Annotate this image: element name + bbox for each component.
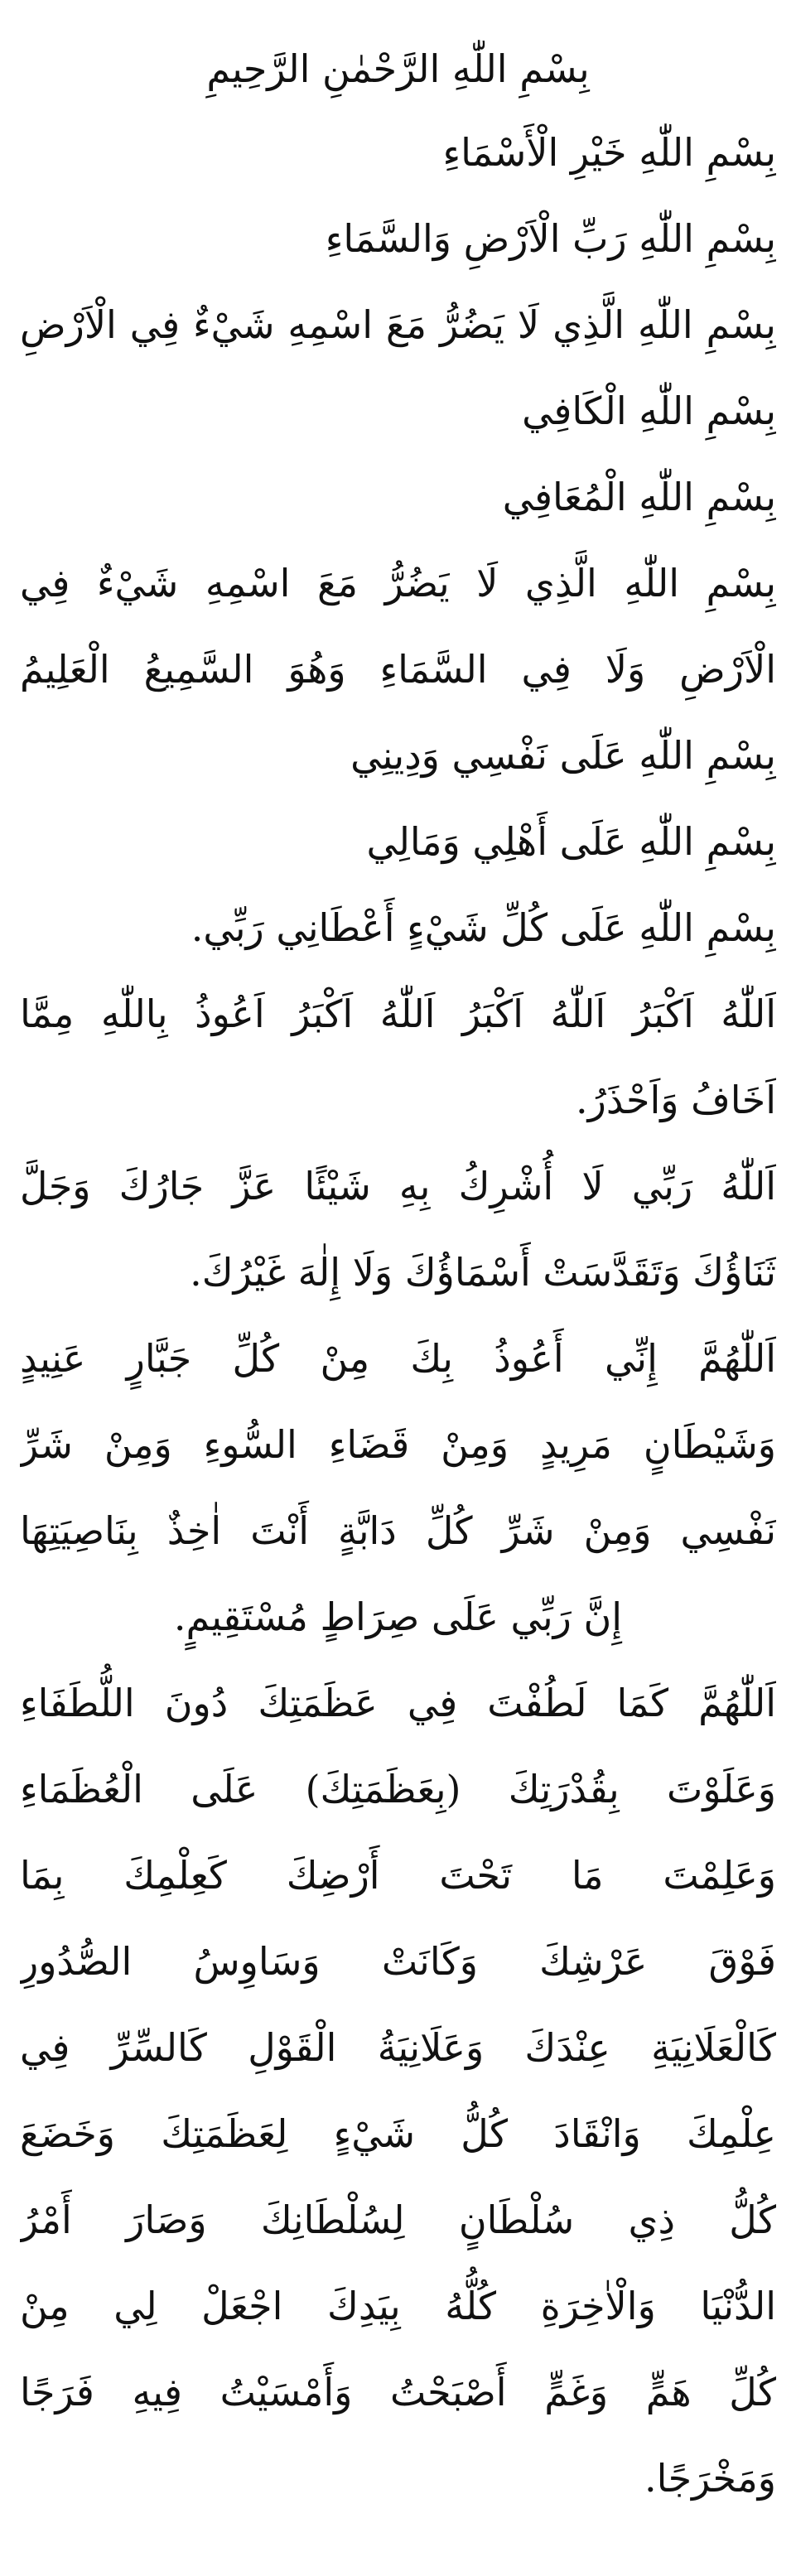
text-line: بِسْمِ اللّٰهِ عَلَى كُلِّ شَيْءٍ أَعْطَانِي رَبِّي. — [191, 905, 776, 950]
text-line: اَللّٰهُ اَكْبَرُ اَللّٰهُ اَكْبَرُ اَللّٰهُ اَكْبَرُ اَعُوذُ بِاللّٰهِ مِمَّا — [20, 991, 776, 1036]
text-line: وَمَخْرَجًا. — [644, 2456, 776, 2501]
text-line: وَعَلِمْتَ مَا تَحْتَ أَرْضِكَ كَعِلْمِكَ بِمَا — [20, 1853, 776, 1898]
text-line: كَالْعَلَانِيَةِ عِنْدَكَ وَعَلَانِيَةُ الْقَوْلِ كَالسِّرِّ فِي — [20, 2025, 776, 2070]
text-line: اَللّٰهُمَّ كَمَا لَطُفْتَ فِي عَظَمَتِكَ دُونَ اللُّطَفَاءِ — [20, 1681, 776, 1725]
text-line: اَللّٰهُ رَبِّي لَا أُشْرِكُ بِهِ شَيْئًا عَزَّ جَارُكَ وَجَلَّ — [20, 1164, 776, 1208]
text-line: الْاَرْضِ وَلَا فِي السَّمَاءِ وَهُوَ السَّمِيعُ الْعَلِيمُ — [20, 647, 776, 692]
text-line: بِسْمِ اللّٰهِ الَّذِي لَا يَضُرُّ مَعَ اسْمِهِ شَيْءٌ فِي الْاَرْضِ — [20, 302, 776, 347]
text-line: الدُّنْيَا وَالْاٰخِرَةِ كُلُّهُ بِيَدِكَ اجْعَلْ لِي مِنْ — [20, 2284, 776, 2328]
text-line: بِسْمِ اللّٰهِ رَبِّ الْاَرْضِ وَالسَّمَاءِ — [325, 216, 776, 261]
text-line: بِسْمِ اللّٰهِ الَّذِي لَا يَضُرُّ مَعَ اسْمِهِ شَيْءٌ فِي — [20, 561, 776, 605]
text-line: بِسْمِ اللّٰهِ عَلَى أَهْلِي وَمَالِي — [366, 819, 776, 864]
text-line: عِلْمِكَ وَانْقَادَ كُلُّ شَيْءٍ لِعَظَمَتِكَ وَخَضَعَ — [20, 2111, 776, 2156]
basmala-title: بِسْمِ اللّٰهِ الرَّحْمٰنِ الرَّحِيمِ — [206, 46, 590, 91]
text-line: بِسْمِ اللّٰهِ عَلَى نَفْسِي وَدِينِي — [350, 733, 776, 778]
text-line: نَفْسِي وَمِنْ شَرِّ كُلِّ دَابَّةٍ أَنْتَ اٰخِذٌ بِنَاصِيَتِهَا — [20, 1508, 776, 1553]
text-line: إِنَّ رَبِّي عَلَى صِرَاطٍ مُسْتَقِيمٍ. — [173, 1594, 623, 1639]
text-line: كُلِّ هَمٍّ وَغَمٍّ أَصْبَحْتُ وَأَمْسَيْتُ فِيهِ فَرَجًا — [20, 2370, 776, 2414]
text-line: بِسْمِ اللّٰهِ خَيْرِ الْأَسْمَاءِ — [442, 130, 776, 175]
text-line: بِسْمِ اللّٰهِ الْمُعَافِي — [502, 475, 776, 519]
text-line: اَخَافُ وَاَحْذَرُ. — [576, 1078, 776, 1122]
text-line: كُلُّ ذِي سُلْطَانٍ لِسُلْطَانِكَ وَصَارَ أَمْرُ — [20, 2197, 776, 2242]
text-line: وَعَلَوْتَ بِقُدْرَتِكَ (بِعَظَمَتِكَ) عَلَى الْعُظَمَاءِ — [20, 1767, 776, 1811]
text-line: بِسْمِ اللّٰهِ الْكَافِي — [522, 388, 776, 433]
text-line: اَللّٰهُمَّ إِنِّي أَعُوذُ بِكَ مِنْ كُلِّ جَبَّارٍ عَنِيدٍ — [20, 1336, 776, 1381]
text-line: فَوْقَ عَرْشِكَ وَكَانَتْ وَسَاوِسُ الصُّدُورِ — [20, 1939, 776, 1984]
text-line: وَشَيْطَانٍ مَرِيدٍ وَمِنْ قَضَاءِ السُّوءِ وَمِنْ شَرِّ — [20, 1422, 776, 1467]
text-line: ثَنَاؤُكَ وَتَقَدَّسَتْ أَسْمَاؤُكَ وَلَا إِلٰهَ غَيْرُكَ. — [190, 1250, 776, 1295]
